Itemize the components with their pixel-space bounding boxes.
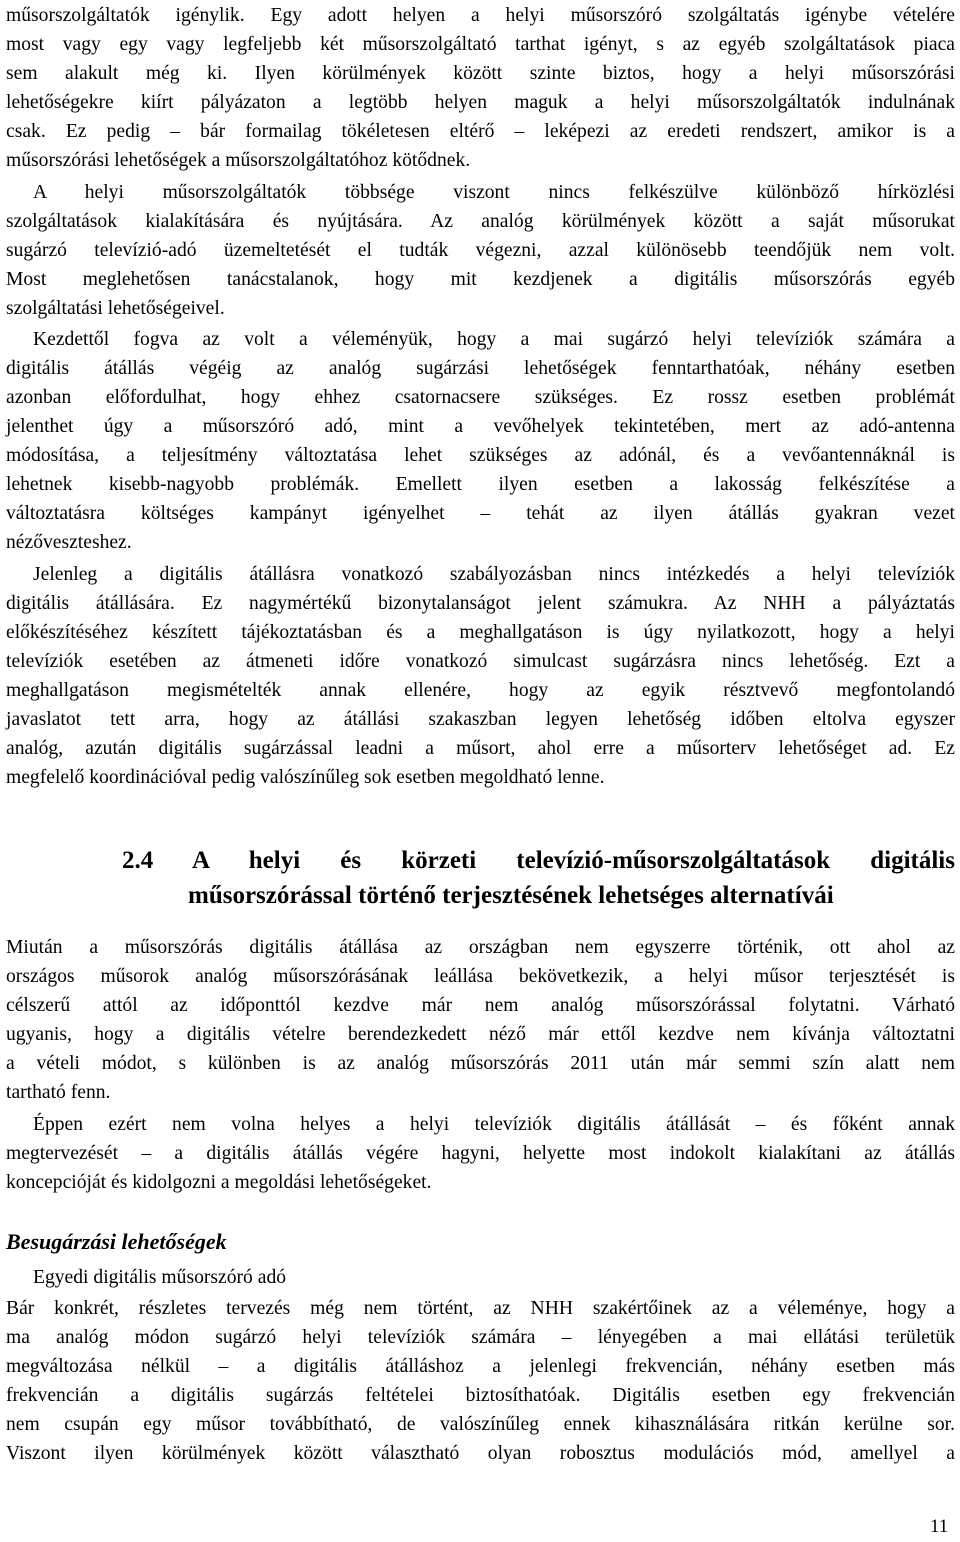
text-line: megtervezését – a digitális átállás végére hagyni, helyette most indokolt kialakítani az átállás	[6, 1143, 955, 1164]
text-line: szolgáltatások kialakítására és nyújtására. Az analóg körülmények között a saját műsorukat	[6, 211, 955, 232]
text-line: azonban előfordulhat, hogy ehhez csatornacsere szükséges. Ez rossz esetben problémát	[6, 387, 955, 408]
text-line: Most meglehetősen tanácstalanok, hogy mit kezdjenek a digitális műsorszórás egyéb	[6, 269, 955, 290]
text-line: országos műsorok analóg műsorszórásának leállása bekövetkezik, a helyi műsor terjesztését is	[6, 966, 955, 987]
text-line: tartható fenn.	[6, 1082, 111, 1103]
subheading: Besugárzási lehetőségek	[6, 1229, 227, 1254]
text-line: digitális átállására. Ez nagymértékű bizonytalanságot jelent számukra. Az NHH a pályáztatás	[6, 593, 955, 614]
text-line: sugárzó televízió-adó üzemeltetését el tudták végezni, azzal különösebb teendőjük nem volt.	[6, 240, 955, 261]
text-line: jelenthet úgy a műsorszóró adó, mint a vevőhelyek tekintetében, mert az adó-antenna	[6, 416, 955, 437]
text-line: frekvencián a digitális sugárzás feltételei biztosíthatóak. Digitális esetben egy frekvencián	[6, 1385, 955, 1406]
text-line: analóg, azután digitális sugárzással leadni a műsort, ahol erre a műsorterv lehetőséget ad. Ez	[6, 738, 955, 759]
text-line: célszerű attól az időponttól kezdve már nem analóg műsorszórással folytatni. Várható	[6, 995, 955, 1016]
text-line: javaslatot tett arra, hogy az átállási szakaszban legyen lehetőség időben eltolva egyszer	[6, 709, 955, 730]
text-line: módosítása, a teljesítmény változtatása lehet szükséges az adónál, és a vevőantennáknál is	[6, 445, 955, 466]
text-line: műsorszórási lehetőségek a műsorszolgáltatóhoz kötődnek.	[6, 150, 471, 171]
text-line: nézőveszteshez.	[6, 532, 132, 553]
text-line: csak. Ez pedig – bár formailag tökéletesen eltérő – leképezi az eredeti rendszert, amikor is a	[6, 121, 955, 142]
page-number: 11	[930, 1516, 949, 1537]
text-line: megváltozása nélkül – a digitális átálláshoz a jelenlegi frekvencián, néhány esetben más	[6, 1356, 955, 1377]
text-line: Éppen ezért nem volna helyes a helyi televíziók digitális átállását – és főként annak	[33, 1114, 955, 1135]
subsection-title: Egyedi digitális műsorszóró adó	[33, 1267, 287, 1288]
text-line: sem alakult még ki. Ilyen körülmények között szinte biztos, hogy a helyi műsorszórási	[6, 63, 955, 84]
text-line: szolgáltatási lehetőségeivel.	[6, 298, 225, 319]
text-line: előkészítéséhez készített tájékoztatásban és a meghallgatáson is úgy nyilatkozott, hogy a helyi	[6, 622, 955, 643]
text-line: megfelelő koordinációval pedig valószínűleg sok esetben megoldható lenne.	[6, 767, 605, 788]
text-line: ugyanis, hogy a digitális vételre berendezkedett néző már ettől kezdve nem kívánja változtatni	[6, 1024, 955, 1045]
text-line: lehetőségekre kiírt pályázaton a legtöbb helyen maguk a helyi műsorszolgáltatók indulnának	[6, 92, 955, 113]
section-heading-line-1: 2.4 A helyi és körzeti televízió-műsorszolgáltatások digitális	[122, 847, 955, 874]
text-line: digitális átállás végéig az analóg sugárzási lehetőségek fenntarthatóak, néhány esetben	[6, 358, 955, 379]
text-line: Jelenleg a digitális átállásra vonatkozó szabályozásban nincs intézkedés a helyi televíziók	[33, 564, 955, 585]
text-line: A helyi műsorszolgáltatók többsége viszont nincs felkészülve különböző hírközlési	[33, 182, 955, 203]
text-line: Miután a műsorszórás digitális átállása az országban nem egyszerre történik, ott ahol az	[6, 937, 955, 958]
text-line: a vételi módot, s különben is az analóg műsorszórás 2011 után már semmi szín alatt nem	[6, 1053, 955, 1074]
text-line: változtatásra költséges kampányt igényelhet – tehát az ilyen átállás gyakran vezet	[6, 503, 955, 524]
text-line: ma analóg módon sugárzó helyi televíziók számára – lényegében a mai ellátási területük	[6, 1327, 955, 1348]
text-line: koncepcióját és kidolgozni a megoldási lehetőségeket.	[6, 1172, 432, 1193]
section-heading-line-2: műsorszórással történő terjesztésének lehetséges alternatívái	[188, 882, 834, 909]
text-line: meghallgatáson megismételték annak ellenére, hogy az egyik résztvevő megfontolandó	[6, 680, 955, 701]
text-line: Kezdettől fogva az volt a véleményük, hogy a mai sugárzó helyi televíziók számára a	[33, 329, 955, 350]
text-line: Bár konkrét, részletes tervezés még nem történt, az NHH szakértőinek az a véleménye, hogy a	[6, 1298, 955, 1319]
text-line: televíziók esetében az átmeneti időre vonatkozó simulcast sugárzásra nincs lehetőség. Ezt a	[6, 651, 955, 672]
text-line: Viszont ilyen körülmények között választható olyan robosztus modulációs mód, amellyel a	[6, 1443, 955, 1464]
text-line: most vagy egy vagy legfeljebb két műsorszolgáltató tarthat igényt, s az egyéb szolgáltatások piaca	[6, 34, 955, 55]
text-line: nem csupán egy műsor továbbítható, de valószínűleg ennek kihasználására ritkán kerülne sor.	[6, 1414, 955, 1435]
text-line: műsorszolgáltatók igénylik. Egy adott helyen a helyi műsorszóró szolgáltatás igénybe vételére	[6, 5, 955, 26]
text-line: lehetnek kisebb-nagyobb problémák. Emellett ilyen esetben a lakosság felkészítése a	[6, 474, 955, 495]
